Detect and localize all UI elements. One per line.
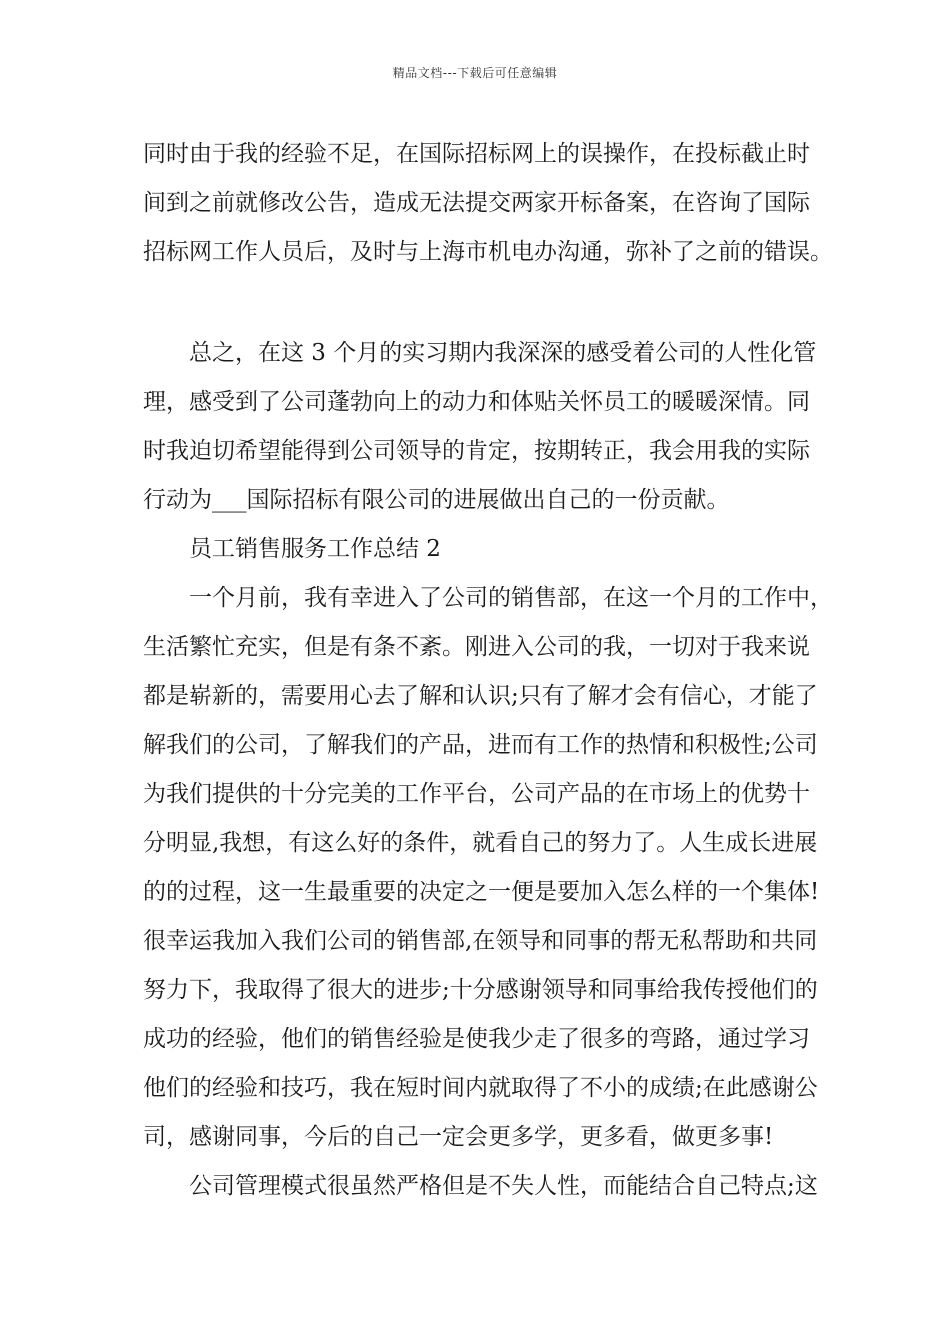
paragraph-line: 努力下，我取得了很大的进步;十分感谢领导和同事给我传授他们的 — [143, 977, 818, 1003]
paragraph-line: 时我迫切希望能得到公司领导的肯定，按期转正，我会用我的实际 — [143, 438, 810, 464]
paragraph-line: 为我们提供的十分完美的工作平台，公司产品的在市场上的优势十 — [143, 781, 810, 807]
document-body — [143, 130, 833, 1211]
paragraph-line: 生活繁忙充实，但是有条不紊。刚进入公司的我，一切对于我来说 — [143, 634, 810, 660]
paragraph-line: 分明显,我想，有这么好的条件，就看自己的努力了。人生成长进展 — [143, 830, 818, 856]
paragraph-line: 行动为___国际招标有限公司的进展做出自己的一份贡献。 — [143, 487, 730, 513]
paragraph-line: 招标网工作人员后，及时与上海市机电办沟通，弥补了之前的错误。 — [143, 239, 833, 265]
paragraph-line: 一个月前，我有幸进入了公司的销售部，在这一个月的工作中， — [189, 585, 833, 611]
paragraph-line: 总之，在这 3 个月的实习期内我深深的感受着公司的人性化管 — [189, 340, 817, 366]
paragraph-line: 公司管理模式很虽然严格但是不失人性，而能结合自己特点;这 — [189, 1173, 818, 1199]
section-heading: 员工销售服务工作总结 2 — [189, 536, 441, 562]
paragraph-line: 理，感受到了公司蓬勃向上的动力和体贴关怀员工的暖暖深情。同 — [143, 389, 810, 415]
paragraph-line: 司，感谢同事，今后的自己一定会更多学，更多看，做更多事! — [143, 1124, 774, 1150]
paragraph-line: 很幸运我加入我们公司的销售部,在领导和同事的帮无私帮助和共同 — [143, 928, 818, 954]
page-header: 精品文档---下载后可任意编辑 — [392, 66, 558, 80]
paragraph-line: 同时由于我的经验不足，在国际招标网上的误操作，在投标截止时 — [143, 141, 810, 167]
paragraph-line: 成功的经验，他们的销售经验是使我少走了很多的弯路，通过学习 — [143, 1026, 810, 1052]
paragraph-line: 他们的经验和技巧，我在短时间内就取得了不小的成绩;在此感谢公 — [143, 1075, 818, 1101]
paragraph-line: 解我们的公司，了解我们的产品，进而有工作的热情和积极性;公司 — [143, 732, 818, 758]
paragraph-line: 间到之前就修改公告，造成无法提交两家开标备案，在咨询了国际 — [143, 190, 810, 216]
paragraph-gap — [143, 277, 833, 329]
paragraph-line: 都是崭新的，需要用心去了解和认识;只有了解才会有信心，才能了 — [143, 683, 818, 709]
paragraph-line: 的的过程，这一生最重要的决定之一便是要加入怎么样的一个集体! — [143, 879, 820, 905]
